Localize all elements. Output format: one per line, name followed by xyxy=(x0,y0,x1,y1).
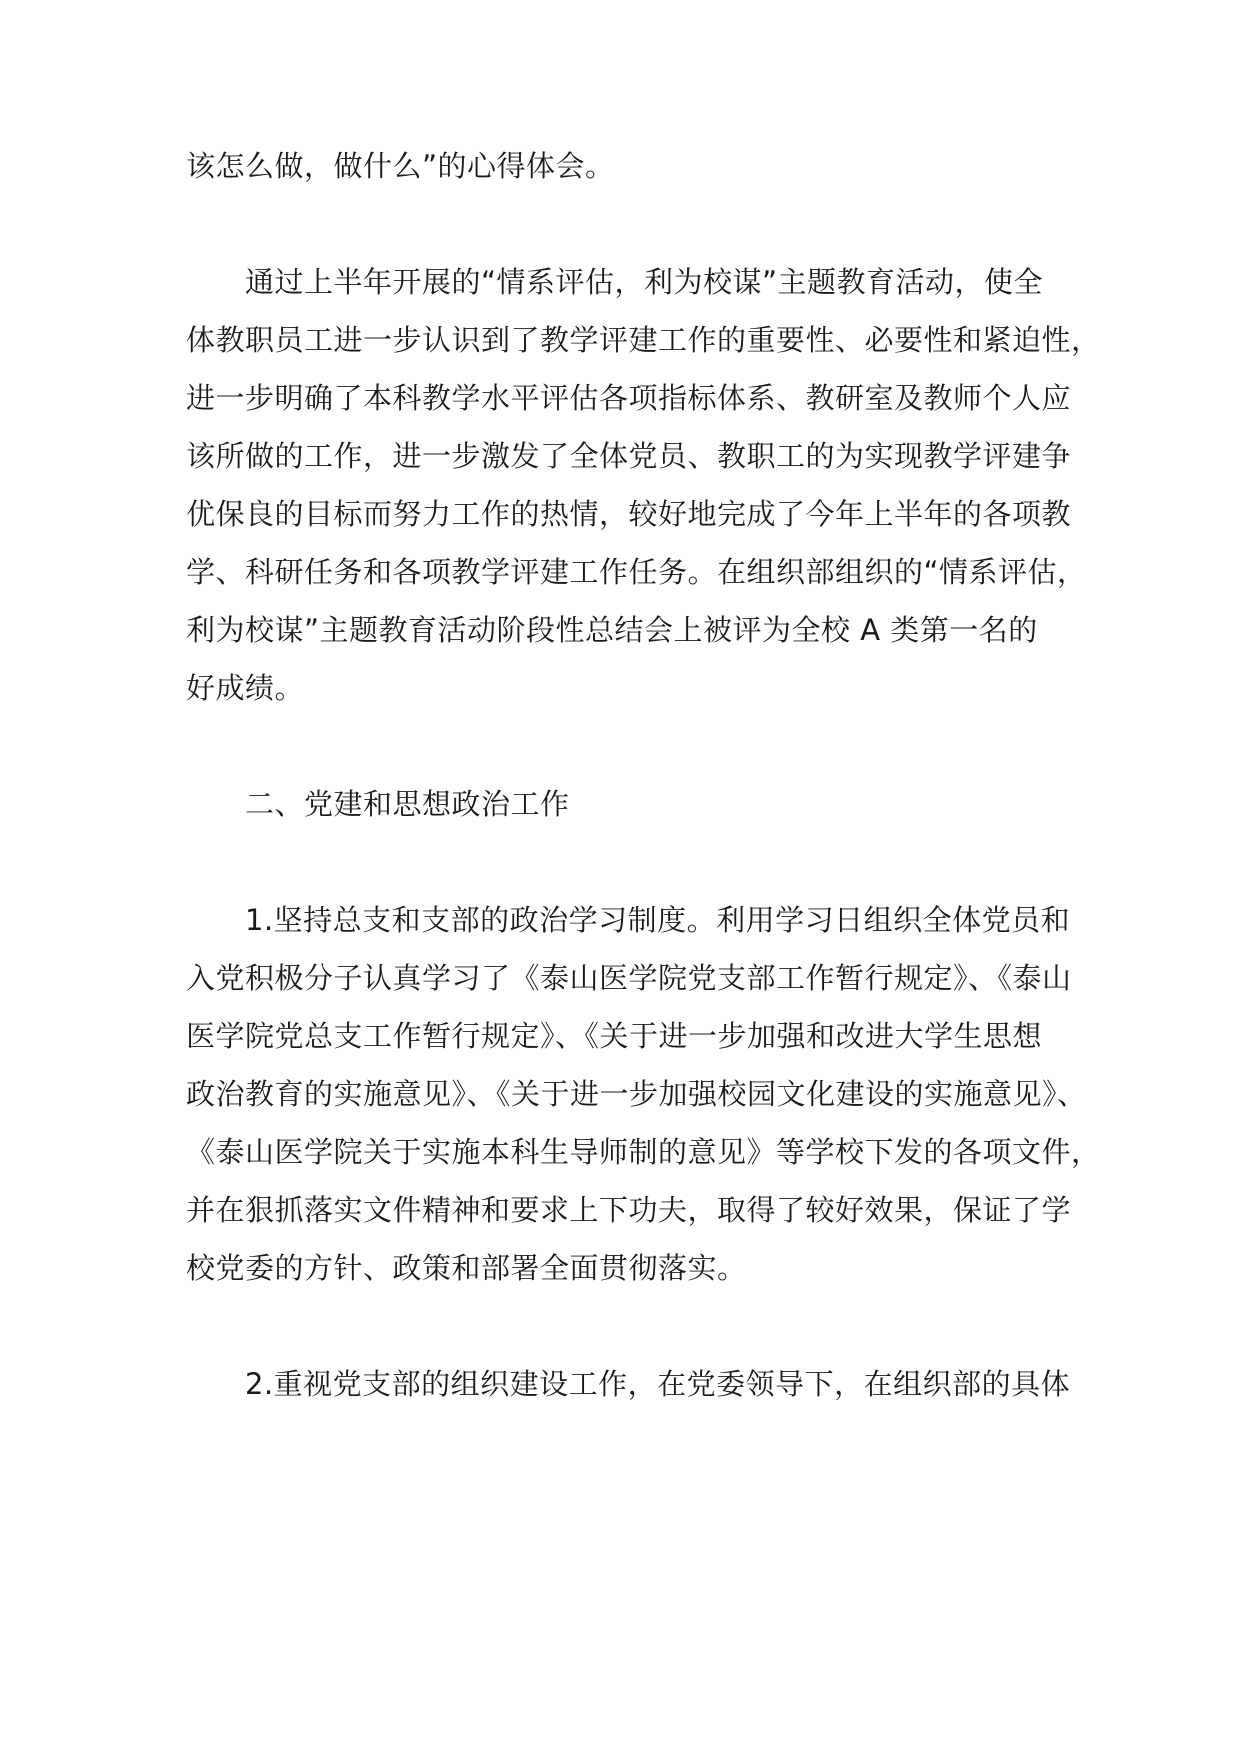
text-line: 并在狠抓落实文件精神和要求上下功夫，取得了较好效果，保证了学 xyxy=(186,1193,1072,1227)
paragraph-first-line: 1.坚持总支和支部的政治学习制度。利用学习日组织全体党员和 xyxy=(245,903,1071,937)
text-line: 该所做的工作，进一步激发了全体党员、教职工的为实现教学评建争 xyxy=(186,439,1072,473)
text-line: 体教职员工进一步认识到了教学评建工作的重要性、必要性和紧迫性， xyxy=(186,323,1101,357)
text-line: 《泰山医学院关于实施本科生导师制的意见》等学校下发的各项文件， xyxy=(186,1135,1101,1169)
text-line: 学、科研任务和各项教学评建工作任务。在组织部组织的“情系评估， xyxy=(186,555,1087,589)
paragraph-first-line: 通过上半年开展的“情系评估，利为校谋”主题教育活动，使全 xyxy=(245,265,1044,299)
text-line: 该怎么做，做什么”的心得体会。 xyxy=(186,149,615,183)
text-line: 医学院党总支工作暂行规定》、《关于进一步加强和改进大学生思想 xyxy=(186,1019,1043,1053)
section-heading: 二、党建和思想政治工作 xyxy=(245,787,570,821)
paragraph-first-line: 2.重视党支部的组织建设工作，在党委领导下，在组织部的具体 xyxy=(245,1367,1071,1401)
text-line: 校党委的方针、政策和部署全面贯彻落实。 xyxy=(186,1251,747,1285)
text-line: 入党积极分子认真学习了《泰山医学院党支部工作暂行规定》、《泰山 xyxy=(186,961,1072,995)
text-line: 优保良的目标而努力工作的热情，较好地完成了今年上半年的各项教 xyxy=(186,497,1072,531)
text-line: 好成绩。 xyxy=(186,671,305,705)
text-line: 进一步明确了本科教学水平评估各项指标体系、教研室及教师个人应 xyxy=(186,381,1072,415)
text-line: 政治教育的实施意见》、《关于进一步加强校园文化建设的实施意见》、 xyxy=(186,1077,1087,1111)
text-line: 利为校谋”主题教育活动阶段性总结会上被评为全校 A 类第一名的 xyxy=(186,613,1038,647)
